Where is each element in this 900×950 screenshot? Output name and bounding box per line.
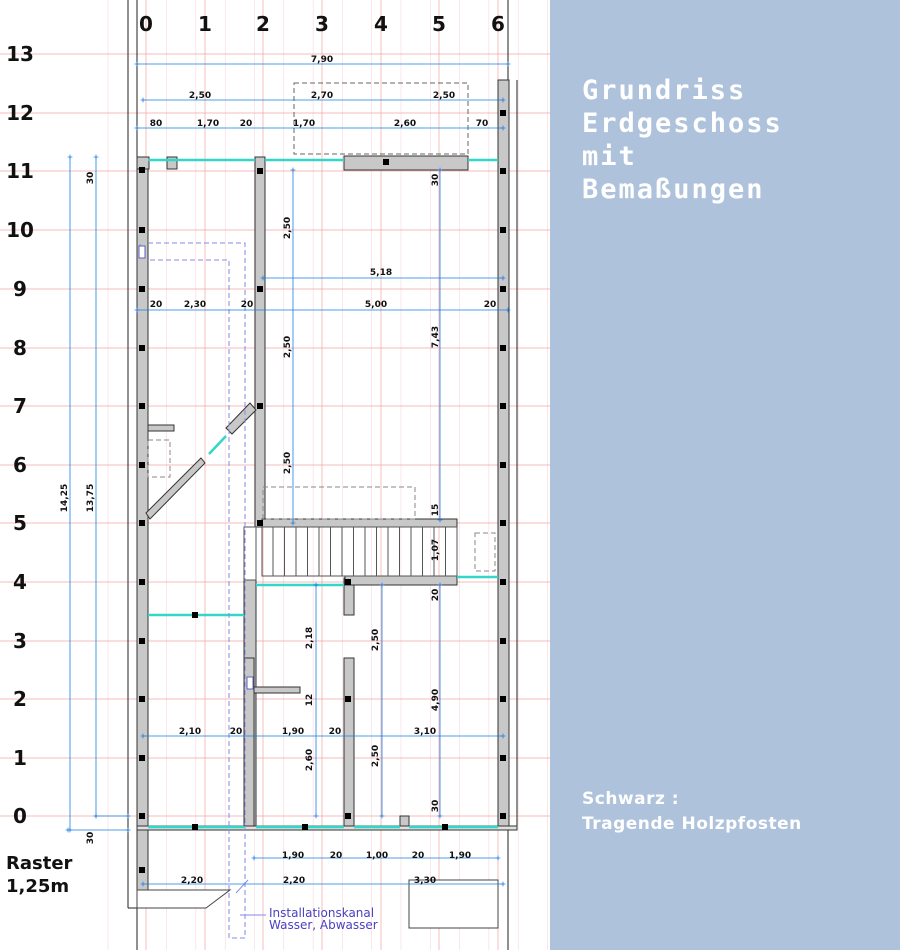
dimension-label: 2,60 xyxy=(305,748,315,772)
wall-outer-right xyxy=(498,80,509,830)
walls xyxy=(137,80,517,907)
dimension-label: 20 xyxy=(149,300,163,310)
column-label: 2 xyxy=(256,12,270,36)
row-label: 12 xyxy=(6,101,34,125)
dimension-label: 5,00 xyxy=(364,300,388,310)
dimension-label: 2,50 xyxy=(283,451,293,475)
row-label: 7 xyxy=(13,394,27,418)
legend xyxy=(582,787,802,837)
dimension-label: 4,90 xyxy=(431,688,441,712)
row-label: 9 xyxy=(13,277,27,301)
column-label: 3 xyxy=(315,12,329,36)
row-labels xyxy=(6,42,34,828)
post xyxy=(139,579,145,585)
post xyxy=(139,755,145,761)
post xyxy=(139,462,145,468)
post xyxy=(500,403,506,409)
row-label: 2 xyxy=(13,687,27,711)
dimension-label: 1,90 xyxy=(281,851,305,861)
post xyxy=(139,867,145,873)
stair-outline xyxy=(262,527,457,576)
dimension-label: 3,10 xyxy=(413,727,437,737)
wall-left-stub xyxy=(148,425,174,431)
dimension-label: 2,50 xyxy=(283,216,293,240)
post xyxy=(500,579,506,585)
post xyxy=(500,168,506,174)
column-label: 5 xyxy=(432,12,446,36)
dimension-label: 2,50 xyxy=(188,91,212,101)
load-bearing-posts xyxy=(139,110,506,873)
column-label: 1 xyxy=(198,12,212,36)
row-label: 0 xyxy=(13,804,27,828)
column-label: 0 xyxy=(139,12,153,36)
dashed-outlines xyxy=(140,83,495,938)
dimension-label: 2,50 xyxy=(283,335,293,359)
wall-stair-bottom xyxy=(345,576,457,585)
wall-center-lower2 xyxy=(344,658,354,830)
post xyxy=(500,110,506,116)
post xyxy=(345,813,351,819)
raster-label-line1: Raster xyxy=(6,853,73,874)
dimension-label: 30 xyxy=(431,173,441,187)
post xyxy=(500,345,506,351)
column-labels xyxy=(139,12,505,36)
diagonal-walls xyxy=(146,403,256,519)
dimension-label: 15 xyxy=(431,503,441,517)
dimension-label: 20 xyxy=(411,851,425,861)
post xyxy=(500,755,506,761)
dimension-label: 2,70 xyxy=(310,91,334,101)
post xyxy=(139,345,145,351)
wall-bath-shelf xyxy=(254,687,300,693)
post xyxy=(139,227,145,233)
dimension-label: 13,75 xyxy=(86,483,96,513)
dimension-label: 1,07 xyxy=(431,538,441,562)
dimension-label: 7,43 xyxy=(431,325,441,349)
dimension-labels xyxy=(60,55,496,886)
post xyxy=(192,824,198,830)
dimension-label: 2,30 xyxy=(183,300,207,310)
dimension-label: 2,50 xyxy=(371,744,381,768)
dimension-label: 30 xyxy=(86,171,96,185)
post xyxy=(500,638,506,644)
row-label: 11 xyxy=(6,159,34,183)
dimension-label: 20 xyxy=(483,300,497,310)
legend-line2: Tragende Holzpfosten xyxy=(582,814,802,834)
plan-title xyxy=(582,74,783,206)
title-line: Bemaßungen xyxy=(582,174,765,205)
row-label: 5 xyxy=(13,511,27,535)
dimension-label: 5,18 xyxy=(369,268,393,278)
post xyxy=(139,520,145,526)
post xyxy=(139,813,145,819)
dimension-label: 20 xyxy=(431,588,441,602)
post xyxy=(500,227,506,233)
dimension-label: 20 xyxy=(329,851,343,861)
post xyxy=(139,638,145,644)
dimension-label: 1,90 xyxy=(448,851,472,861)
post xyxy=(500,520,506,526)
post xyxy=(345,579,351,585)
post xyxy=(257,286,263,292)
dimension-label: 7,90 xyxy=(310,55,334,65)
legend-line1: Schwarz : xyxy=(582,789,680,809)
wall-inner-left-upper xyxy=(255,157,265,527)
post xyxy=(257,403,263,409)
title-line: Erdgeschoss xyxy=(582,108,783,139)
dimension-label: 30 xyxy=(431,799,441,813)
dimension-label: 80 xyxy=(149,119,163,129)
row-label: 3 xyxy=(13,629,27,653)
dimension-label: 12 xyxy=(305,693,315,707)
column-label: 6 xyxy=(491,12,505,36)
post xyxy=(257,520,263,526)
dimension-label: 2,50 xyxy=(371,628,381,652)
row-label: 1 xyxy=(13,746,27,770)
wall-outer-left xyxy=(137,157,148,907)
post xyxy=(442,824,448,830)
post xyxy=(500,286,506,292)
install-note-line1: Installationskanal xyxy=(269,906,375,920)
dimension-label: 2,20 xyxy=(282,876,306,886)
row-label: 10 xyxy=(6,218,34,242)
title-line: mit xyxy=(582,141,637,172)
post xyxy=(257,168,263,174)
dimension-label: 2,18 xyxy=(305,626,315,650)
post xyxy=(500,462,506,468)
post xyxy=(139,167,145,173)
post xyxy=(383,159,389,165)
dimension-label: 70 xyxy=(475,119,489,129)
dimension-label: 2,50 xyxy=(432,91,456,101)
dimension-label: 1,90 xyxy=(281,727,305,737)
dimension-label: 20 xyxy=(229,727,243,737)
post xyxy=(500,813,506,819)
row-label: 6 xyxy=(13,453,27,477)
installation-channel xyxy=(148,243,245,938)
info-panel xyxy=(550,0,900,950)
wall-top-right-block xyxy=(344,156,468,170)
dimension-label: 3,30 xyxy=(413,876,437,886)
raster-label-line2: 1,25m xyxy=(6,876,70,897)
wall-stair-top xyxy=(262,519,457,527)
post xyxy=(345,696,351,702)
post xyxy=(139,696,145,702)
post xyxy=(192,612,198,618)
staircase xyxy=(244,527,457,580)
row-label: 4 xyxy=(13,570,27,594)
post xyxy=(500,696,506,702)
stair-landing xyxy=(244,527,256,580)
dimension-label: 1,70 xyxy=(292,119,316,129)
post xyxy=(139,403,145,409)
dimension-label: 20 xyxy=(328,727,342,737)
dimension-label: 2,60 xyxy=(393,119,417,129)
column-label: 4 xyxy=(374,12,388,36)
dimension-label: 2,10 xyxy=(178,727,202,737)
title-line: Grundriss xyxy=(582,75,747,106)
row-label: 8 xyxy=(13,336,27,360)
row-label: 13 xyxy=(6,42,34,66)
dimension-label: 30 xyxy=(86,831,96,845)
dimension-label: 20 xyxy=(239,119,253,129)
install-note-line2: Wasser, Abwasser xyxy=(269,918,378,932)
dimension-label: 2,20 xyxy=(180,876,204,886)
dimension-label: 1,70 xyxy=(196,119,220,129)
post xyxy=(302,824,308,830)
dimension-label: 20 xyxy=(240,300,254,310)
dimension-label: 14,25 xyxy=(60,483,70,513)
post xyxy=(139,286,145,292)
dimension-label: 1,00 xyxy=(365,851,389,861)
